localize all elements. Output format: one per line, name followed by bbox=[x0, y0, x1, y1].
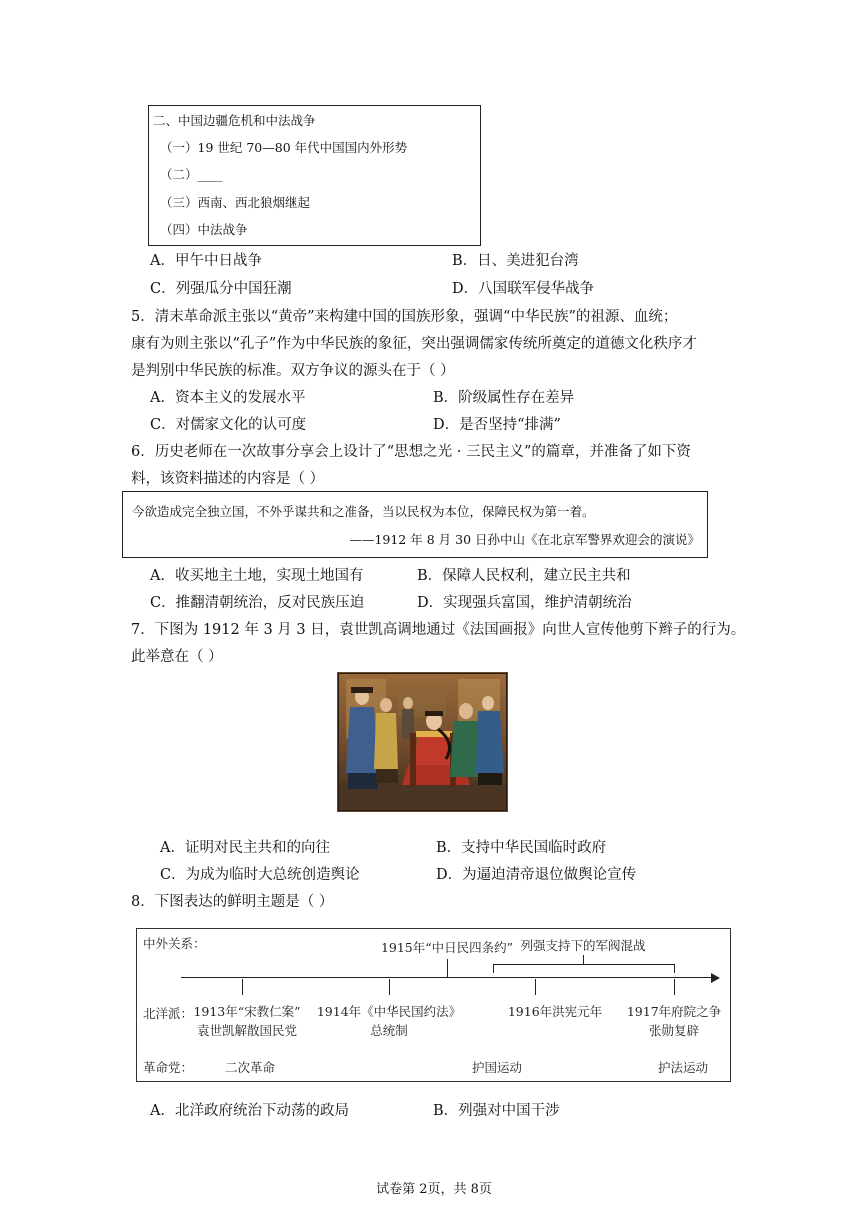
q8-stem: 8．下图表达的鲜明主题是（ ） bbox=[131, 894, 334, 910]
timeline-arrow-icon bbox=[711, 973, 720, 983]
q8-timeline-box bbox=[136, 928, 731, 1082]
outline-item-2: （二）____ bbox=[160, 167, 223, 182]
q5-option-d: D．是否坚持“排满” bbox=[433, 417, 561, 433]
q7-stem-line-1: 7．下图为 1912 年 3 月 3 日，袁世凯高调地通过《法国画报》向世人宣传他剪下辫子的行为。 bbox=[131, 622, 746, 638]
outline-title: 二、中国边疆危机和中法战争 bbox=[153, 113, 316, 128]
timeline-tick bbox=[389, 979, 390, 995]
q5-option-b: B．阶级属性存在差异 bbox=[433, 390, 575, 406]
q4-option-c: C．列强瓜分中国狂潮 bbox=[150, 281, 292, 297]
q6-option-b: B．保障人民权利，建立民主共和 bbox=[417, 568, 631, 584]
event-1914-line-1: 1914年《中华民国约法》 bbox=[316, 1004, 462, 1019]
q7-option-b: B．支持中华民国临时政府 bbox=[436, 840, 607, 856]
timeline-tick bbox=[447, 959, 448, 977]
timeline-tick bbox=[674, 979, 675, 995]
event-1916: 1916年洪宪元年 bbox=[507, 1004, 603, 1019]
q6-quote: 今欲造成完全独立国，不外乎谋共和之准备，当以民权为本位，保障民权为第一着。 bbox=[132, 504, 595, 519]
q6-option-c: C．推翻清朝统治，反对民族压迫 bbox=[150, 595, 365, 611]
q7-illustration bbox=[337, 672, 508, 812]
row-label-beiyang: 北洋派： bbox=[143, 1006, 194, 1021]
timeline-axis bbox=[181, 977, 713, 978]
event-national-protection: 护国运动 bbox=[471, 1060, 523, 1075]
q4-option-b: B．日、美进犯台湾 bbox=[452, 253, 579, 269]
timeline-bracket-stem bbox=[583, 955, 584, 964]
event-1915-treaty: 1915年“中日民四条约” bbox=[380, 940, 514, 955]
q7-stem-line-2: 此举意在（ ） bbox=[131, 649, 223, 665]
outline-item-4: （四）中法战争 bbox=[160, 222, 248, 237]
event-constitution-protection: 护法运动 bbox=[657, 1060, 709, 1075]
q5-option-a: A．资本主义的发展水平 bbox=[150, 390, 306, 406]
outline-item-3: （三）西南、西北狼烟继起 bbox=[160, 195, 311, 210]
q6-stem-line-2: 料，该资料描述的内容是（ ） bbox=[131, 471, 325, 487]
outline-item-1: （一）19 世纪 70—80 年代中国国内外形势 bbox=[160, 140, 408, 155]
q6-option-d: D．实现强兵富国，维护清朝统治 bbox=[417, 595, 632, 611]
row-label-revolution: 革命党： bbox=[143, 1060, 194, 1075]
q7-option-d: D．为逼迫清帝退位做舆论宣传 bbox=[436, 867, 637, 883]
event-second-revolution: 二次革命 bbox=[225, 1060, 276, 1075]
q8-option-b: B．列强对中国干涉 bbox=[433, 1103, 560, 1119]
page-footer: 试卷第 2页，共 8页 bbox=[376, 1182, 492, 1197]
timeline-tick bbox=[535, 979, 536, 995]
q8-option-a: A．北洋政府统治下动荡的政局 bbox=[150, 1103, 349, 1119]
q7-option-c: C．为成为临时大总统创造舆论 bbox=[160, 867, 360, 883]
timeline-tick bbox=[242, 979, 243, 995]
q5-option-c: C．对儒家文化的认可度 bbox=[150, 417, 307, 433]
event-1913-line-1: 1913年“宋教仁案” bbox=[193, 1004, 301, 1019]
timeline-bracket bbox=[493, 964, 675, 973]
q6-option-a: A．收买地主土地，实现土地国有 bbox=[150, 568, 364, 584]
event-warlord-chaos: 列强支持下的军阀混战 bbox=[520, 938, 646, 953]
q6-quote-source: ——1912 年 8 月 30 日孙中山《在北京军警界欢迎会的演说》 bbox=[349, 532, 700, 547]
q6-stem-line-1: 6．历史老师在一次故事分享会上设计了“思想之光 · 三民主义”的篇章，并准备了如下资 bbox=[131, 444, 691, 460]
event-1917-line-2: 张勋复辟 bbox=[648, 1023, 700, 1038]
q7-option-a: A．证明对民主共和的向往 bbox=[160, 840, 330, 856]
event-1917-line-1: 1917年府院之争 bbox=[626, 1004, 722, 1019]
event-1914-line-2: 总统制 bbox=[370, 1023, 408, 1038]
q4-option-a: A．甲午中日战争 bbox=[150, 253, 262, 269]
q4-option-d: D．八国联军侵华战争 bbox=[452, 281, 595, 297]
q5-stem-line-2: 康有为则主张以“孔子”作为中华民族的象征，突出强调儒家传统所奠定的道德文化秩序才 bbox=[131, 336, 697, 352]
row-label-foreign: 中外关系： bbox=[143, 936, 206, 951]
event-1913-line-2: 袁世凯解散国民党 bbox=[196, 1023, 298, 1038]
q5-stem-line-1: 5．清末革命派主张以“黄帝”来构建中国的国族形象，强调“中华民族”的祖源、血统； bbox=[131, 309, 678, 325]
q5-stem-line-3: 是判别中华民族的标准。双方争议的源头在于（ ） bbox=[131, 363, 455, 379]
